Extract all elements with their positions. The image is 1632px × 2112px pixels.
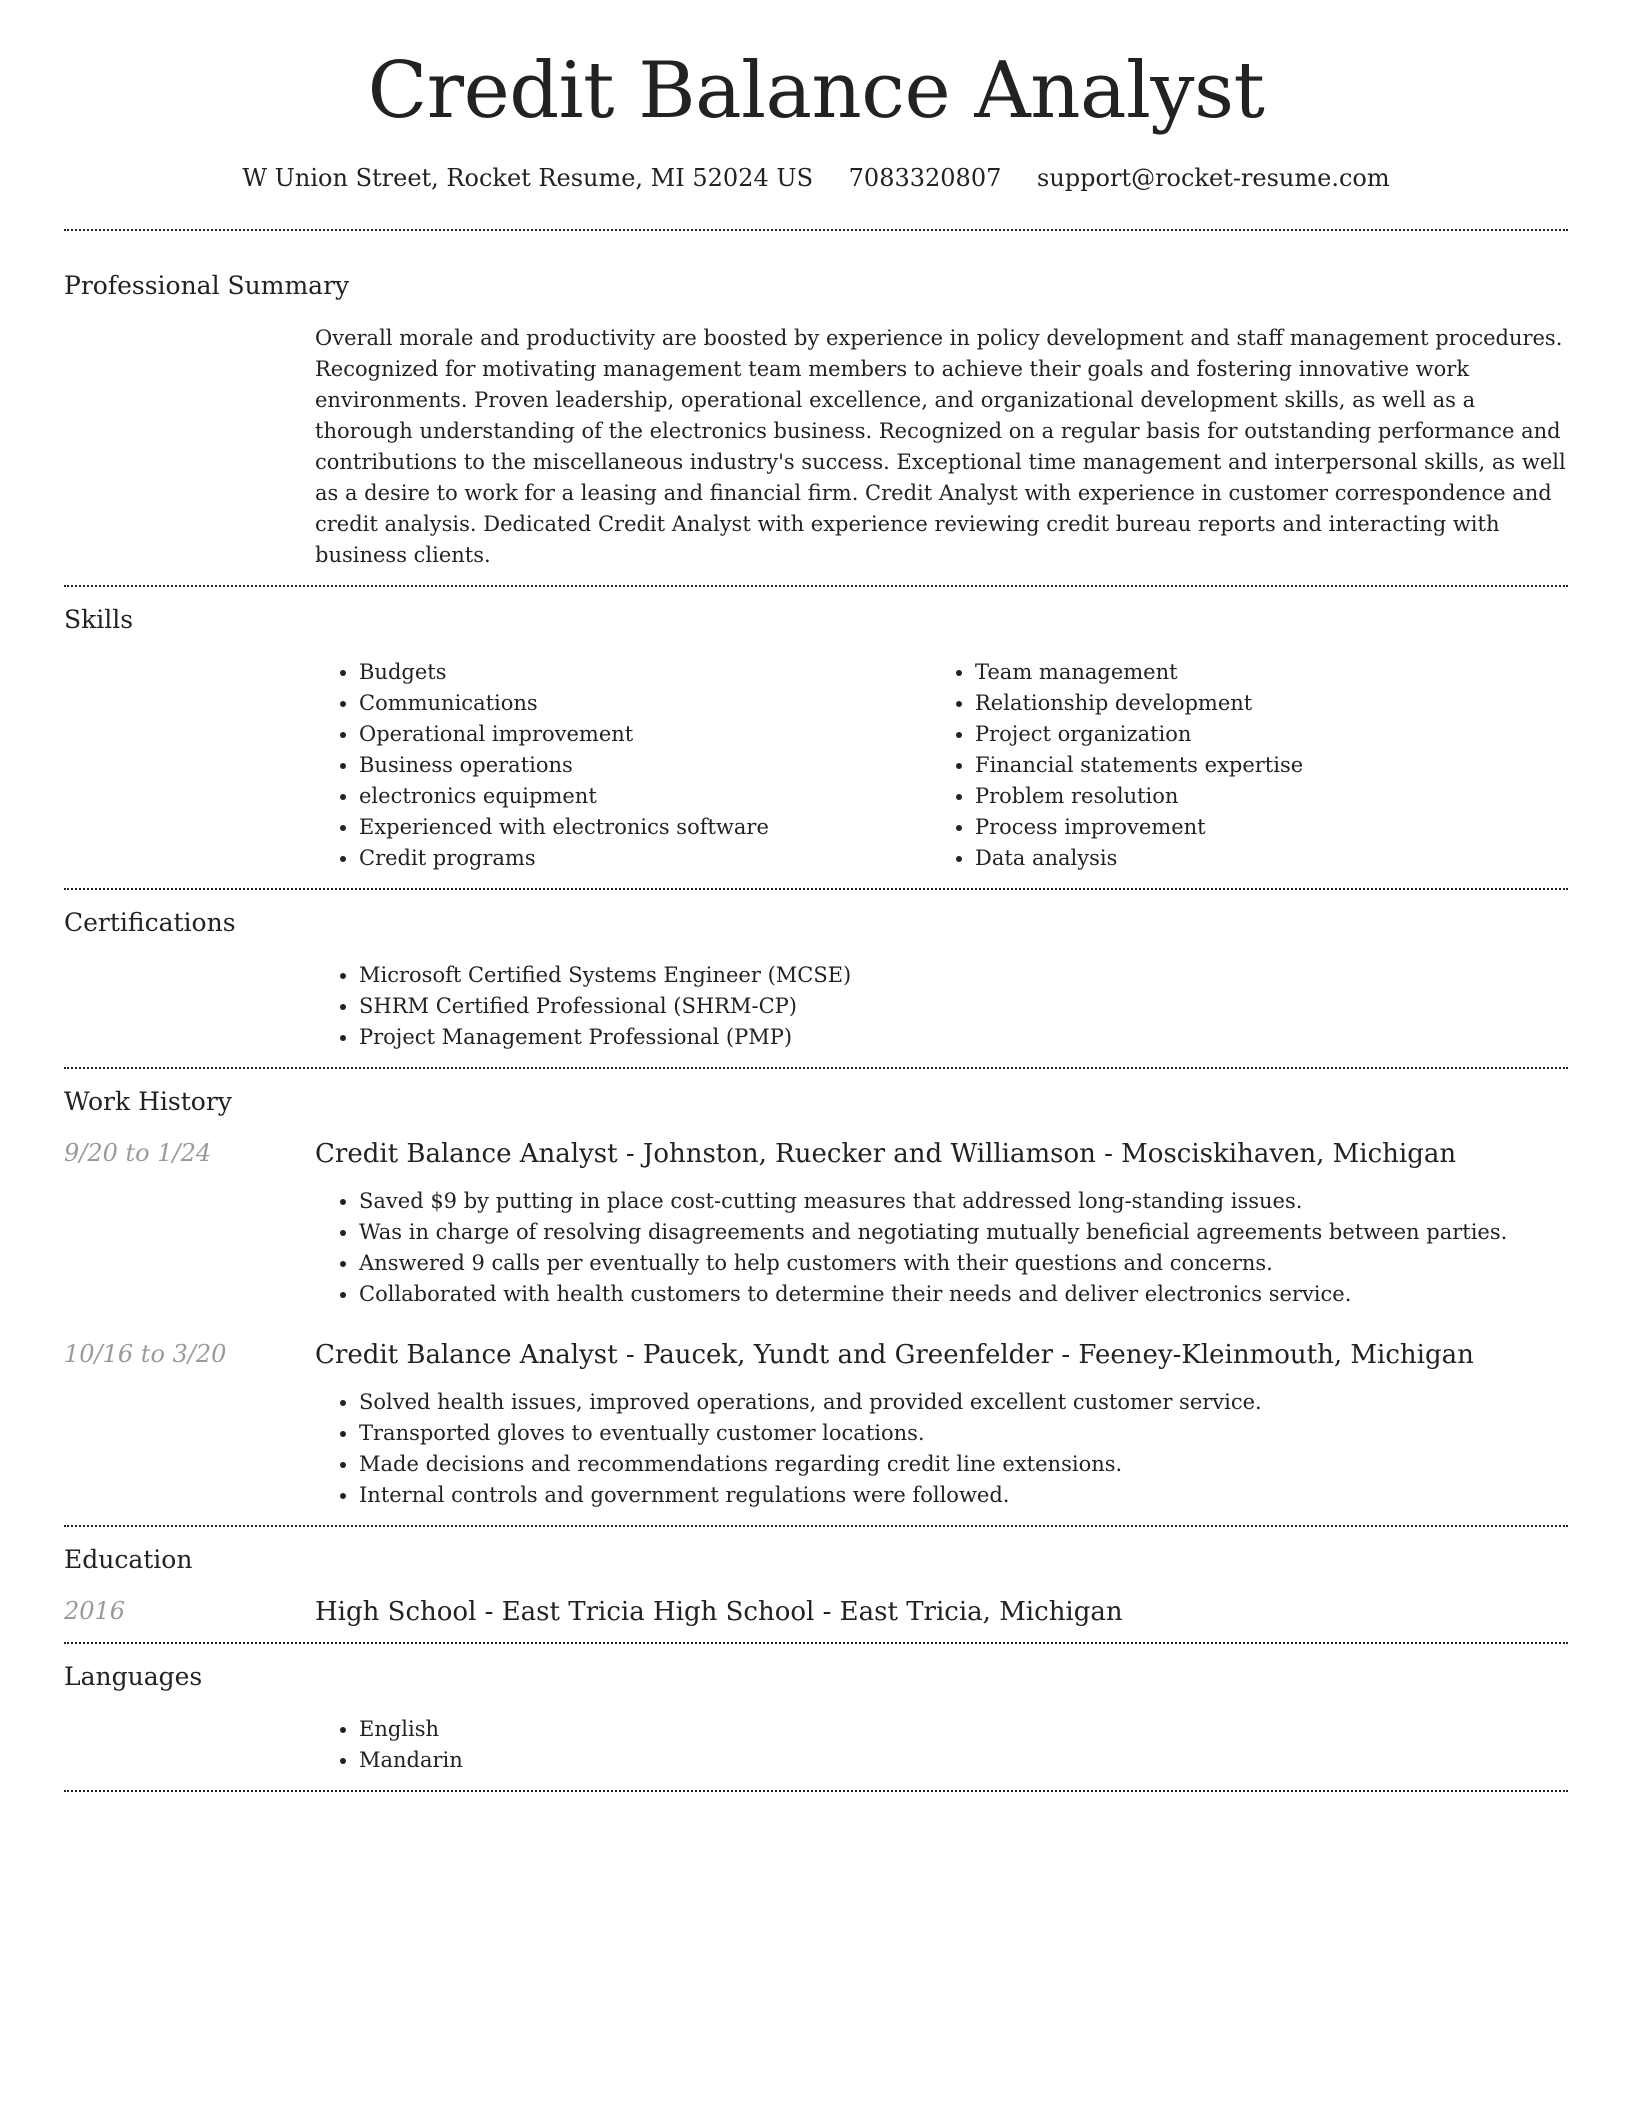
section-title-certifications: Certifications: [64, 907, 236, 937]
contact-phone: 7083320807: [848, 164, 1002, 192]
job-heading: Credit Balance Analyst - Paucek, Yundt and Greenfelder - Feeney-Kleinmouth, Michigan: [315, 1339, 1474, 1370]
certification-item: • Microsoft Certified Systems Engineer (MCSE): [359, 960, 1568, 991]
section-title-education: Education: [64, 1545, 193, 1575]
skill-item: • Problem resolution: [975, 781, 1568, 812]
divider: [64, 1790, 1568, 1792]
skills-section: [64, 587, 1568, 888]
resume-header: [64, 0, 1568, 193]
certifications-section: [64, 890, 1568, 1067]
job-bullet: • Made decisions and recommendations regarding credit line extensions.: [359, 1449, 1568, 1480]
education-section: [64, 1527, 1568, 1642]
work-history-section: [64, 1069, 1568, 1525]
summary-section: [64, 231, 1568, 585]
skill-item: • Business operations: [359, 750, 931, 781]
contact-address: W Union Street, Rocket Resume, MI 52024 US: [242, 164, 814, 192]
skill-item: • Budgets: [359, 657, 931, 688]
skill-item: • electronics equipment: [359, 781, 931, 812]
job-bullet: • Internal controls and government regulations were followed.: [359, 1480, 1568, 1511]
skill-item: • Process improvement: [975, 812, 1568, 843]
certification-item: • Project Management Professional (PMP): [359, 1022, 1568, 1053]
skill-item: • Credit programs: [359, 843, 931, 874]
job-bullet: • Was in charge of resolving disagreements and negotiating mutually beneficial agreements between parties.: [359, 1217, 1568, 1248]
job-entry: [64, 1340, 1568, 1511]
skill-item: • Project organization: [975, 719, 1568, 750]
skill-item: • Experienced with electronics software: [359, 812, 931, 843]
candidate-name: Credit Balance Analyst: [367, 46, 1265, 136]
job-bullet: • Answered 9 calls per eventually to help customers with their questions and concerns.: [359, 1248, 1568, 1279]
job-bullet: • Solved health issues, improved operations, and provided excellent customer service.: [359, 1387, 1568, 1418]
skills-list-left: [315, 657, 931, 874]
languages-section: [64, 1644, 1568, 1790]
summary-text: Overall morale and productivity are boosted by experience in policy development and staff management procedures. Recognized for motivating management team members to achieve their goals and fostering innovative work environments. Proven leadership, operational excellence, and organizational development skills, as well as a thorough understanding of the electronics business. Recognized on a regular basis for outstanding performance and contributions to the miscellaneous industry's success. Exceptional time management and interpersonal skills, as well as a desire to work for a leasing and financial firm. Credit Analyst with experience in customer correspondence and credit analysis. Dedicated Credit Analyst with experience reviewing credit bureau reports and interacting with business clients.: [315, 325, 1566, 567]
contact-email: support@rocket-resume.com: [1037, 164, 1390, 192]
job-entry: [64, 1139, 1568, 1310]
section-title-work-history: Work History: [64, 1086, 232, 1116]
language-item: • Mandarin: [359, 1745, 1568, 1776]
certifications-list: [315, 960, 1568, 1053]
job-bullets: [315, 1387, 1568, 1511]
skill-item: • Data analysis: [975, 843, 1568, 874]
section-title-summary: Professional Summary: [64, 270, 350, 300]
job-bullet: • Transported gloves to eventually customer locations.: [359, 1418, 1568, 1449]
education-date: 2016: [64, 1597, 126, 1626]
certification-item: • SHRM Certified Professional (SHRM-CP): [359, 991, 1568, 1022]
job-bullets: [315, 1186, 1568, 1310]
job-date: 9/20 to 1/24: [64, 1138, 212, 1167]
skills-list-right: [931, 657, 1568, 874]
job-bullet: • Collaborated with health customers to determine their needs and deliver electronics service.: [359, 1279, 1568, 1310]
education-entry: [64, 1597, 1568, 1628]
language-item: • English: [359, 1714, 1568, 1745]
skill-item: • Operational improvement: [359, 719, 931, 750]
education-heading: High School - East Tricia High School - East Tricia, Michigan: [315, 1597, 1123, 1628]
job-bullet: • Saved $9 by putting in place cost-cutting measures that addressed long-standing issues.: [359, 1186, 1568, 1217]
section-title-languages: Languages: [64, 1662, 203, 1692]
job-date: 10/16 to 3/20: [64, 1339, 227, 1368]
section-title-skills: Skills: [64, 604, 134, 634]
skill-item: • Team management: [975, 657, 1568, 688]
contact-line: [64, 164, 1568, 193]
languages-list: [315, 1714, 1568, 1776]
job-heading: Credit Balance Analyst - Johnston, Ruecker and Williamson - Mosciskihaven, Michigan: [315, 1138, 1457, 1169]
skill-item: • Communications: [359, 688, 931, 719]
skill-item: • Relationship development: [975, 688, 1568, 719]
skill-item: • Financial statements expertise: [975, 750, 1568, 781]
